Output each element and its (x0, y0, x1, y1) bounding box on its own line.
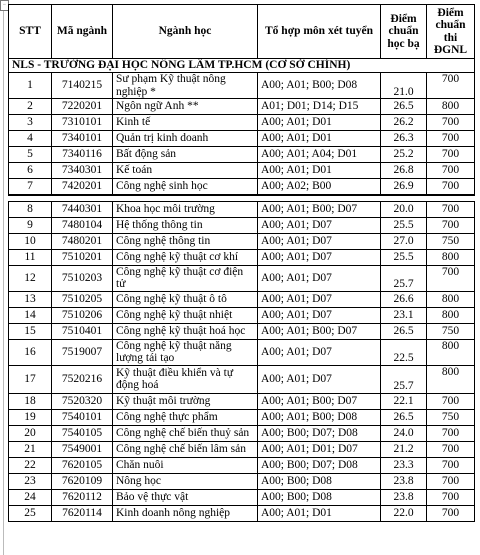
row-code: 7480201 (52, 233, 113, 249)
row-combo: A00; A01; B00; D07 (258, 323, 381, 339)
row-score-dgnl: 750 (427, 323, 475, 339)
row-score-dgnl: 800 (427, 99, 475, 115)
row-score-hocba: 27.0 (381, 233, 427, 249)
row-score-dgnl: 700 (427, 441, 475, 457)
row-major: Kinh doanh nông nghiệp (113, 505, 258, 521)
row-stt: 1 (9, 73, 52, 99)
admission-score-table (8, 4, 475, 522)
row-combo: A00; A01; B00; D07 (258, 201, 381, 217)
row-major: Công nghệ kỹ thuật nhiệt (113, 307, 258, 323)
row-major: Kế toán (113, 163, 258, 179)
row-combo: A00; B00; D07; D08 (258, 425, 381, 441)
row-code: 7140215 (52, 73, 113, 99)
row-stt: 11 (9, 249, 52, 265)
row-code: 7520216 (52, 365, 113, 393)
row-score-hocba: 26.5 (381, 409, 427, 425)
row-score-dgnl: 700 (427, 489, 475, 505)
header-combo: Tổ hợp môn xét tuyển (258, 5, 381, 59)
row-combo: A00; B00; D08 (258, 473, 381, 489)
row-score-hocba: 23.1 (381, 307, 427, 323)
header-stt: STT (9, 5, 52, 59)
row-major: Sư phạm Kỹ thuật nông nghiệp * (113, 73, 258, 99)
row-score-hocba: 25.2 (381, 147, 427, 163)
table-row (9, 323, 475, 339)
row-combo: A00; A01; D01 (258, 505, 381, 521)
row-stt: 16 (9, 339, 52, 365)
row-code: 7510206 (52, 307, 113, 323)
row-major: Nông học (113, 473, 258, 489)
row-score-hocba: 26.5 (381, 323, 427, 339)
row-code: 7540101 (52, 409, 113, 425)
document-page (8, 4, 480, 555)
section-title-row (9, 59, 475, 73)
row-stt: 21 (9, 441, 52, 457)
table-row (9, 441, 475, 457)
table-row (9, 365, 475, 393)
row-combo: A00; B00; D07; D08 (258, 457, 381, 473)
row-score-dgnl: 700 (427, 217, 475, 233)
header-score-hocba: Điểm chuẩn học bạ (381, 5, 427, 59)
section-title: NLS - TRƯỜNG ĐẠI HỌC NÔNG LÂM TP.HCM (CƠ SỞ CHÍNH) (9, 59, 475, 73)
row-stt: 12 (9, 265, 52, 291)
table-row (9, 73, 475, 99)
row-score-hocba: 25.5 (381, 217, 427, 233)
row-score-dgnl: 800 (427, 365, 475, 393)
table-row (9, 115, 475, 131)
row-stt: 14 (9, 307, 52, 323)
row-score-dgnl: 700 (427, 115, 475, 131)
row-score-hocba: 23.3 (381, 457, 427, 473)
table-row (9, 409, 475, 425)
row-combo: A00; A01; D01 (258, 131, 381, 147)
collapse-handle-icon[interactable]: − (0, 0, 9, 11)
row-stt: 9 (9, 217, 52, 233)
row-combo: A00; A01; D07 (258, 339, 381, 365)
row-score-hocba: 23.8 (381, 473, 427, 489)
row-score-hocba: 26.9 (381, 179, 427, 195)
row-major: Chăn nuôi (113, 457, 258, 473)
page-margin-line (3, 0, 4, 555)
row-code: 7620114 (52, 505, 113, 521)
row-score-dgnl: 800 (427, 249, 475, 265)
row-score-dgnl: 700 (427, 265, 475, 291)
row-major: Công nghệ thông tin (113, 233, 258, 249)
row-combo: A01; D01; D14; D15 (258, 99, 381, 115)
row-combo: A00; A01; D07 (258, 291, 381, 307)
row-score-dgnl: 700 (427, 505, 475, 521)
row-major: Khoa học môi trường (113, 201, 258, 217)
row-score-hocba: 26.5 (381, 99, 427, 115)
row-code: 7340301 (52, 163, 113, 179)
row-major: Công nghệ thực phẩm (113, 409, 258, 425)
row-score-hocba: 24.0 (381, 425, 427, 441)
row-combo: A00; A01; B00; D08 (258, 73, 381, 99)
row-score-hocba: 26.6 (381, 291, 427, 307)
row-stt: 24 (9, 489, 52, 505)
table-row (9, 233, 475, 249)
row-score-hocba: 26.2 (381, 115, 427, 131)
row-combo: A00; A02; B00 (258, 179, 381, 195)
row-score-dgnl: 750 (427, 233, 475, 249)
row-stt: 17 (9, 365, 52, 393)
row-combo: A00; A01; B00; D07 (258, 393, 381, 409)
row-stt: 8 (9, 201, 52, 217)
row-code: 7520320 (52, 393, 113, 409)
row-major: Công nghệ kỹ thuật ô tô (113, 291, 258, 307)
row-stt: 18 (9, 393, 52, 409)
row-code: 7480104 (52, 217, 113, 233)
row-major: Công nghệ chế biến lâm sản (113, 441, 258, 457)
row-score-dgnl: 700 (427, 473, 475, 489)
row-score-dgnl: 700 (427, 131, 475, 147)
row-combo: A00; A01; D01; D07 (258, 441, 381, 457)
table-row (9, 147, 475, 163)
row-score-dgnl: 800 (427, 339, 475, 365)
row-stt: 19 (9, 409, 52, 425)
row-stt: 10 (9, 233, 52, 249)
row-code: 7519007 (52, 339, 113, 365)
table-row (9, 99, 475, 115)
row-stt: 2 (9, 99, 52, 115)
table-row (9, 249, 475, 265)
row-score-hocba: 26.8 (381, 163, 427, 179)
row-combo: A00; A01; D01 (258, 115, 381, 131)
row-score-dgnl: 800 (427, 307, 475, 323)
row-combo: A00; A01; D07 (258, 307, 381, 323)
row-major: Kỹ thuật điều khiển và tự động hoá (113, 365, 258, 393)
table-row (9, 131, 475, 147)
row-major: Công nghệ sinh học (113, 179, 258, 195)
table-row (9, 425, 475, 441)
row-code: 7510401 (52, 323, 113, 339)
header-score-dgnl: Điểm chuẩn thi ĐGNL (427, 5, 475, 59)
row-code: 7510205 (52, 291, 113, 307)
table-row (9, 291, 475, 307)
row-combo: A00; A01; D01 (258, 163, 381, 179)
row-code: 7440301 (52, 201, 113, 217)
table-row (9, 505, 475, 521)
row-code: 7620112 (52, 489, 113, 505)
row-score-dgnl: 700 (427, 457, 475, 473)
row-stt: 15 (9, 323, 52, 339)
row-score-hocba: 23.8 (381, 489, 427, 505)
row-stt: 3 (9, 115, 52, 131)
table-row (9, 163, 475, 179)
table-row (9, 457, 475, 473)
row-score-hocba: 25.7 (381, 365, 427, 393)
row-score-dgnl: 700 (427, 393, 475, 409)
row-stt: 4 (9, 131, 52, 147)
row-stt: 5 (9, 147, 52, 163)
row-combo: A00; A01; D07 (258, 233, 381, 249)
row-code: 7620105 (52, 457, 113, 473)
row-combo: A00; A01; D07 (258, 249, 381, 265)
table-row (9, 307, 475, 323)
row-score-dgnl: 700 (427, 425, 475, 441)
row-stt: 25 (9, 505, 52, 521)
row-major: Quản trị kinh doanh (113, 131, 258, 147)
row-major: Bảo vệ thực vật (113, 489, 258, 505)
table-row (9, 339, 475, 365)
row-code: 7220201 (52, 99, 113, 115)
row-code: 7340101 (52, 131, 113, 147)
row-score-dgnl: 700 (427, 73, 475, 99)
row-score-hocba: 21.2 (381, 441, 427, 457)
header-code: Mã ngành (52, 5, 113, 59)
row-combo: A00; A01; D07 (258, 265, 381, 291)
row-score-dgnl: 700 (427, 179, 475, 195)
table-row (9, 217, 475, 233)
row-code: 7310101 (52, 115, 113, 131)
row-stt: 22 (9, 457, 52, 473)
row-score-dgnl: 800 (427, 291, 475, 307)
row-score-hocba: 22.5 (381, 339, 427, 365)
row-code: 7620109 (52, 473, 113, 489)
row-combo: A00; A01; D07 (258, 217, 381, 233)
row-code: 7540105 (52, 425, 113, 441)
table-row (9, 179, 475, 195)
row-major: Ngôn ngữ Anh ** (113, 99, 258, 115)
table-row (9, 489, 475, 505)
row-score-hocba: 20.0 (381, 201, 427, 217)
row-combo: A00; B00; D08 (258, 489, 381, 505)
row-major: Kinh tế (113, 115, 258, 131)
row-combo: A00; A01; A04; D01 (258, 147, 381, 163)
row-major: Hệ thống thông tin (113, 217, 258, 233)
row-score-hocba: 22.1 (381, 393, 427, 409)
row-major: Công nghệ chế biến thuỷ sản (113, 425, 258, 441)
row-major: Công nghệ kỹ thuật hoá học (113, 323, 258, 339)
table-row (9, 473, 475, 489)
row-code: 7510201 (52, 249, 113, 265)
row-major: Công nghệ kỹ thuật cơ khí (113, 249, 258, 265)
row-code: 7549001 (52, 441, 113, 457)
row-stt: 20 (9, 425, 52, 441)
table-row (9, 265, 475, 291)
row-score-hocba: 25.5 (381, 249, 427, 265)
row-score-dgnl: 700 (427, 201, 475, 217)
table-header-row (9, 5, 475, 59)
row-score-hocba: 26.3 (381, 131, 427, 147)
table-row (9, 393, 475, 409)
row-major: Kỹ thuật môi trường (113, 393, 258, 409)
table-row (9, 201, 475, 217)
row-major: Công nghệ kỹ thuật cơ điện tử (113, 265, 258, 291)
row-stt: 13 (9, 291, 52, 307)
row-score-dgnl: 700 (427, 163, 475, 179)
row-code: 7420201 (52, 179, 113, 195)
row-stt: 6 (9, 163, 52, 179)
row-score-hocba: 21.0 (381, 73, 427, 99)
row-stt: 7 (9, 179, 52, 195)
row-score-dgnl: 750 (427, 409, 475, 425)
row-stt: 23 (9, 473, 52, 489)
row-score-dgnl: 700 (427, 147, 475, 163)
row-major: Công nghệ kỹ thuật năng lượng tái tạo (113, 339, 258, 365)
row-score-hocba: 25.7 (381, 265, 427, 291)
row-code: 7510203 (52, 265, 113, 291)
header-major: Ngành học (113, 5, 258, 59)
row-combo: A00; A01; B00; D08 (258, 409, 381, 425)
row-code: 7340116 (52, 147, 113, 163)
row-score-hocba: 22.0 (381, 505, 427, 521)
row-major: Bất động sản (113, 147, 258, 163)
row-combo: A00; A01; D07 (258, 365, 381, 393)
